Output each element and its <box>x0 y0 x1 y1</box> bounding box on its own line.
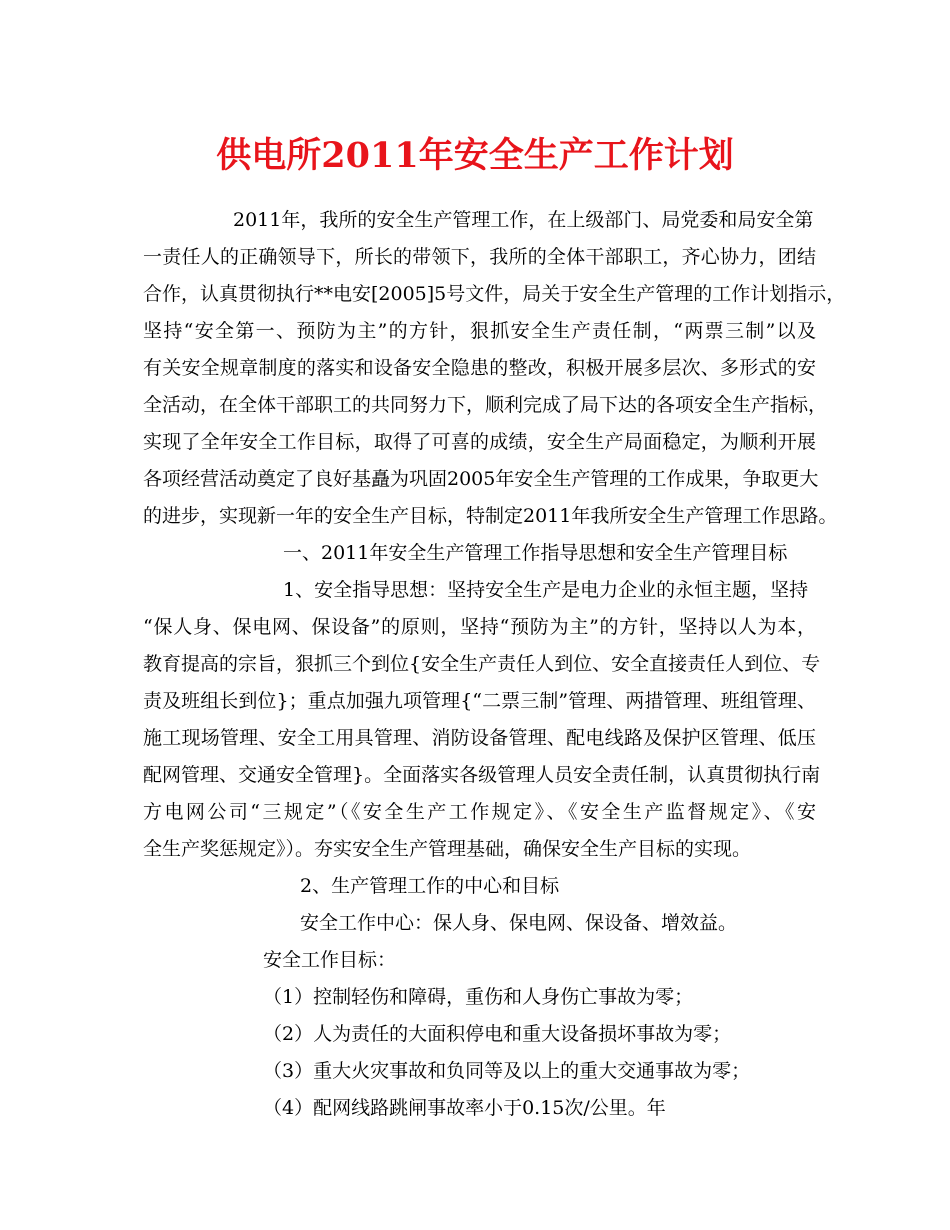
body-line: 全活动，在全体干部职工的共同努力下，顺利完成了局下达的各项安全生产指标， <box>143 394 828 416</box>
body-line: 安全工作目标： <box>263 949 397 971</box>
body-line: 安全工作中心：保人身、保电网、保设备、增效益。 <box>300 912 738 934</box>
body-line: 教育提高的宗旨，狠抓三个到位{安全生产责任人到位、安全直接责任人到位、专 <box>143 653 821 675</box>
body-line: 坚持“安全第一、预防为主”的方针，狠抓安全生产责任制，“两票三制”以及 <box>143 320 816 342</box>
section-heading: 一、2011年安全生产管理工作指导思想和安全生产管理目标 <box>283 542 788 564</box>
list-item: （2）人为责任的大面积停电和重大设备损坏事故为零； <box>263 1023 732 1045</box>
body-line: 责及班组长到位}；重点加强九项管理{“二票三制”管理、两措管理、班组管理、 <box>143 690 816 712</box>
body-line: 实现了全年安全工作目标，取得了可喜的成绩，安全生产局面稳定，为顺利开展 <box>143 431 816 453</box>
body-line: 的进步，实现新一年的安全生产目标，特制定2011年我所安全生产管理工作思路。 <box>143 505 838 527</box>
body-line: “保人身、保电网、保设备”的原则，坚持“预防为主”的方针，坚持以人为本， <box>143 616 816 638</box>
body-line: 各项经营活动奠定了良好基矗为巩固2005年安全生产管理的工作成果，争取更大 <box>143 468 819 490</box>
subsection-heading: 1、安全指导思想：坚持安全生产是电力企业的永恒主题，坚持 <box>283 579 809 601</box>
body-line: 一责任人的正确领导下，所长的带领下，我所的全体干部职工，齐心协力，团结 <box>143 246 816 268</box>
body-line: 方电网公司“三规定”（《安全生产工作规定》、《安全生产监督规定》、《安 <box>143 801 816 823</box>
subsection-heading: 2、生产管理工作的中心和目标 <box>300 875 560 897</box>
body-line: 有关安全规章制度的落实和设备安全隐患的整改，积极开展多层次、多形式的安 <box>143 357 816 379</box>
body-line: 2011年，我所的安全生产管理工作，在上级部门、局党委和局安全第 <box>233 209 814 231</box>
body-line: 全生产奖惩规定》）。夯实安全生产管理基础，确保安全生产目标的实现。 <box>143 838 752 860</box>
document-title: 供电所2011年安全生产工作计划 <box>216 135 734 176</box>
list-item: （3）重大火灾事故和负同等及以上的重大交通事故为零； <box>263 1060 751 1082</box>
body-line: 施工现场管理、安全工用具管理、消防设备管理、配电线路及保护区管理、低压 <box>143 727 816 749</box>
body-line: 合作，认真贯彻执行**电安[2005]5号文件，局关于安全生产管理的工作计划指示， <box>143 283 846 305</box>
list-item: （1）控制轻伤和障碍，重伤和人身伤亡事故为零； <box>263 986 694 1008</box>
list-item: （4）配网线路跳闸事故率小于0.15次/公里。年 <box>263 1097 666 1119</box>
body-line: 配网管理、交通安全管理}。全面落实各级管理人员安全责任制，认真贯彻执行南 <box>143 764 821 786</box>
